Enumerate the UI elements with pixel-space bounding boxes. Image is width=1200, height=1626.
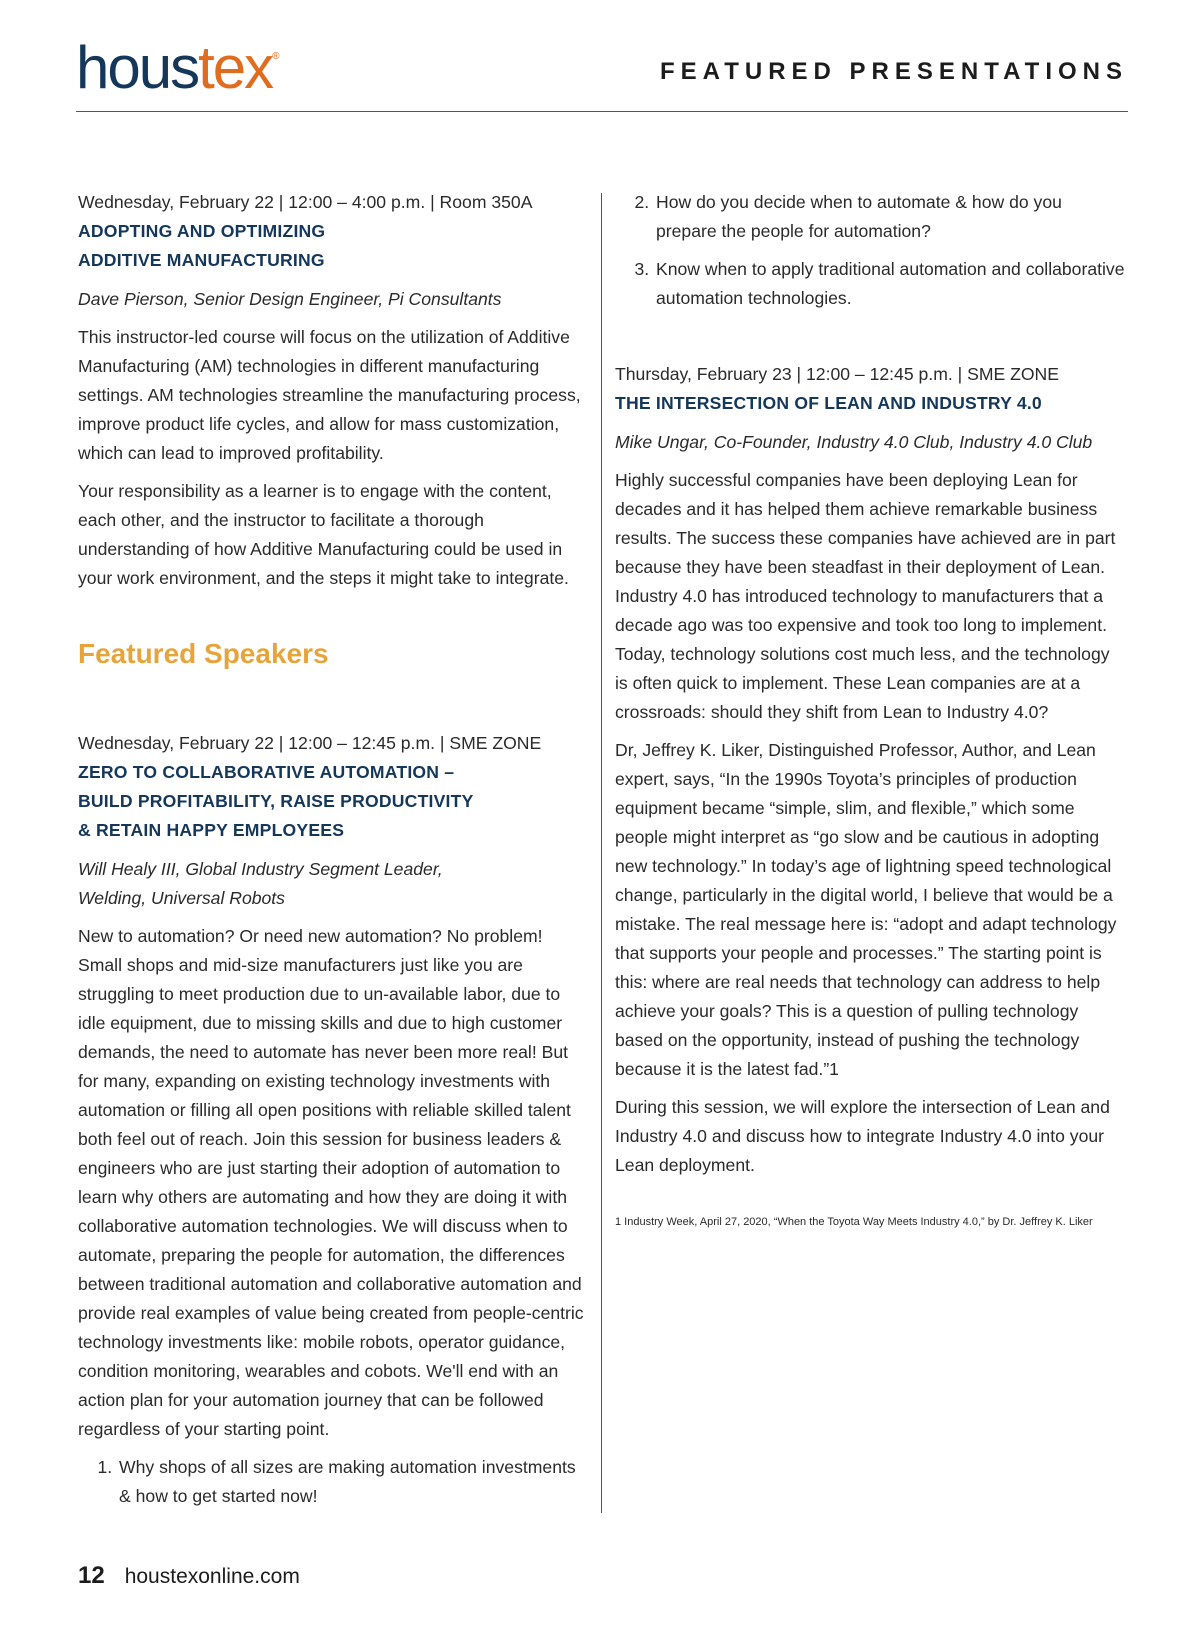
session-speaker: Welding, Universal Robots xyxy=(78,888,285,908)
session-paragraph: Highly successful companies have been deploying Lean for decades and it has helped them achieve remarkable business results. The success these companies have achieved are in part because they have been steadfast in their deployment of Lean. Industry 4.0 has introduced technology to manufacturers that a decade ago was too expensive and took too long to implement. Today, technology solutions cost much less, and the technology is often quick to implement. These Lean companies are at a crossroads: should they shift from Lean to Industry 4.0? xyxy=(615,470,1116,722)
featured-speakers-heading: Featured Speakers xyxy=(78,638,329,669)
takeaways-list-continued xyxy=(615,188,1127,313)
logo-text-hous: hous xyxy=(76,34,199,101)
page-number: 12 xyxy=(78,1562,105,1589)
page-footer xyxy=(78,1562,300,1590)
session-lean-industry-40 xyxy=(615,360,1127,1230)
session-adopting-am xyxy=(78,188,588,593)
right-column xyxy=(615,188,1127,1239)
session-title-line: ZERO TO COLLABORATIVE AUTOMATION – xyxy=(78,762,455,782)
session-title-line: ADOPTING AND OPTIMIZING xyxy=(78,221,326,241)
session-speaker: Will Healy III, Global Industry Segment Leader, xyxy=(78,859,443,879)
list-item: 1. Why shops of all sizes are making automation investments & how to get started now! xyxy=(117,1453,588,1511)
list-item: 3. Know when to apply traditional automation and collaborative automation technologies. xyxy=(654,255,1127,313)
page-section-title: FEATURED PRESENTATIONS xyxy=(659,58,1128,85)
session-paragraph: Your responsibility as a learner is to engage with the content, each other, and the instructor to facilitate a thorough understanding of how Additive Manufacturing could be used in your work environment, and the steps it might take to integrate. xyxy=(78,481,569,588)
session-paragraph: This instructor-led course will focus on the utilization of Additive Manufacturing (AM) technologies in different manufacturing settings. AM technologies streamline the manufacturing process, improve product life cycles, and allow for mass customization, which can lead to improved profitability. xyxy=(78,327,581,463)
session-zero-to-collaborative xyxy=(78,729,588,1511)
column-divider xyxy=(601,193,602,1513)
session-meta: Wednesday, February 22 | 12:00 – 4:00 p.m. | Room 350A xyxy=(78,192,533,212)
header-divider xyxy=(76,111,1128,112)
houstex-logo xyxy=(76,34,278,101)
left-column xyxy=(78,188,588,1520)
session-paragraph: Dr, Jeffrey K. Liker, Distinguished Professor, Author, and Lean expert, says, “In the 1990s Toyota’s principles of production equipment became “simple, slim, and flexible,” which some people might interpret as “go slow and be cautious in adopting new technology.” In today’s age of lightning speed technological change, particularly in the digital world, I believe that would be a mistake. The real message here is: “adopt and adapt technology that supports your people and processes.” The starting point is this: where are real needs that technology can address to help achieve your goals? This is a question of pulling technology based on the opportunity, instead of pushing the technology because it is the latest fad.”1 xyxy=(615,740,1117,1079)
footnote: 1 Industry Week, April 27, 2020, “When the Toyota Way Meets Industry 4.0,” by Dr. Jeffrey K. Liker xyxy=(615,1216,1093,1228)
logo-text-tex: tex xyxy=(198,34,273,101)
session-paragraph: New to automation? Or need new automation? No problem! Small shops and mid-size manufacturers just like you are struggling to meet production due to un-available labor, due to idle equipment, due to missing skills and due to high customer demands, the need to automate has never been more real! But for many, expanding on existing technology investments with automation or filling all open positions with reliable skilled talent both feel out of reach. Join this session for business leaders & engineers who are just starting their adoption of automation to learn why others are automating and how they are doing it with collaborative automation technologies. We will discuss when to automate, preparing the people for automation, the differences between traditional automation and collaborative automation and provide real examples of value being created from people-centric technology investments like: mobile robots, operator guidance, condition monitoring, wearables and cobots. We'll end with an action plan for your automation journey that can be followed regardless of your starting point. xyxy=(78,926,584,1439)
footer-url[interactable]: houstexonline.com xyxy=(124,1565,300,1588)
session-title-line: BUILD PROFITABILITY, RAISE PRODUCTIVITY xyxy=(78,791,474,811)
session-speaker: Dave Pierson, Senior Design Engineer, Pi Consultants xyxy=(78,289,502,309)
session-meta: Thursday, February 23 | 12:00 – 12:45 p.m. | SME ZONE xyxy=(615,364,1059,384)
takeaways-list xyxy=(78,1453,588,1511)
session-speaker: Mike Ungar, Co-Founder, Industry 4.0 Club, Industry 4.0 Club xyxy=(615,432,1093,452)
session-title-line: ADDITIVE MANUFACTURING xyxy=(78,250,325,270)
session-title-line: THE INTERSECTION OF LEAN AND INDUSTRY 4.0 xyxy=(615,393,1042,413)
session-title-line: & RETAIN HAPPY EMPLOYEES xyxy=(78,820,345,840)
logo-registered-mark: ® xyxy=(272,51,278,62)
session-paragraph: During this session, we will explore the intersection of Lean and Industry 4.0 and discuss how to integrate Industry 4.0 into your Lean deployment. xyxy=(615,1097,1110,1175)
session-meta: Wednesday, February 22 | 12:00 – 12:45 p.m. | SME ZONE xyxy=(78,733,542,753)
list-item: 2. How do you decide when to automate & how do you prepare the people for automation? xyxy=(654,188,1127,246)
